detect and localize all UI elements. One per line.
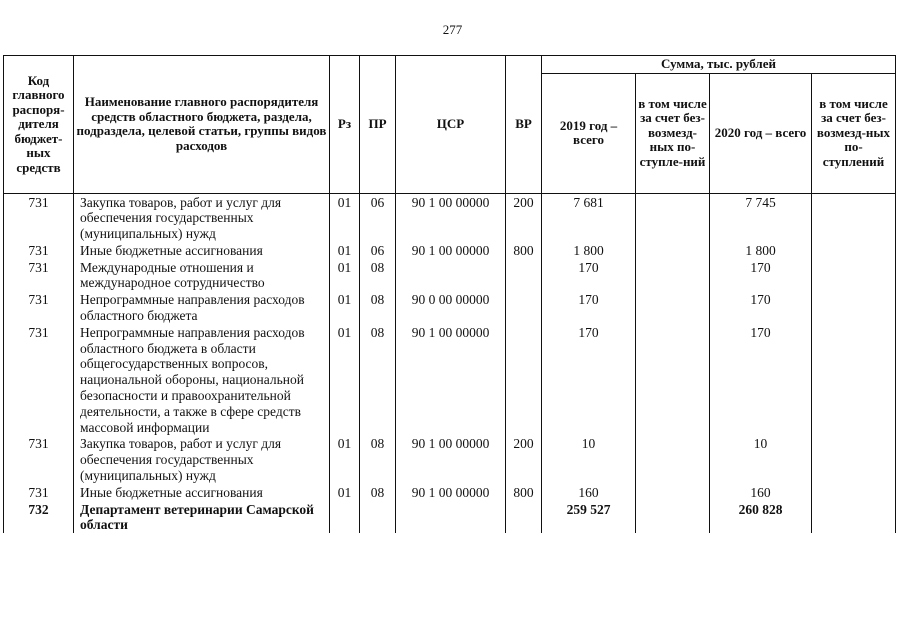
header-rz: Рз: [330, 56, 360, 194]
cell-pr: 06: [360, 242, 396, 259]
cell-name: Непрограммные направления расходов областного бюджета в области общегосударственных вопросов, национальной обороны, национальной безопасности и правоохранительной деятельности, а также в сфере средств массовой информации: [74, 324, 330, 436]
table-row: [4, 484, 896, 501]
cell-name: Международные отношения и международное сотрудничество: [74, 259, 330, 292]
cell-2020-total: 170: [710, 324, 812, 436]
cell-code: 731: [4, 259, 74, 292]
cell-rz: 01: [330, 242, 360, 259]
cell-pr: 08: [360, 484, 396, 501]
cell-2020-total: 7 745: [710, 193, 812, 242]
cell-2019-free: [636, 242, 710, 259]
budget-table: [3, 55, 896, 533]
cell-code: 731: [4, 484, 74, 501]
cell-2019-free: [636, 501, 710, 534]
header-2019-free: в том числе за счет без-возмезд-ных по-ступле-ний: [636, 73, 710, 193]
cell-rz: 01: [330, 435, 360, 483]
header-csr: ЦСР: [396, 56, 506, 194]
cell-pr: 08: [360, 259, 396, 292]
cell-code: 732: [4, 501, 74, 534]
cell-csr: 90 1 00 00000: [396, 193, 506, 242]
header-vr: ВР: [506, 56, 542, 194]
header-2020-free: в том числе за счет без-возмезд-ных по-ступлений: [812, 73, 896, 193]
cell-csr: 90 0 00 00000: [396, 291, 506, 324]
cell-2019-total: 170: [542, 291, 636, 324]
cell-pr: 08: [360, 435, 396, 483]
cell-2020-free: [812, 435, 896, 483]
cell-2019-free: [636, 193, 710, 242]
cell-2020-free: [812, 291, 896, 324]
page-number: 277: [442, 22, 463, 37]
cell-name: Закупка товаров, работ и услуг для обеспечения государственных (муниципальных) нужд: [74, 435, 330, 483]
header-sum: Сумма, тыс. рублей: [542, 56, 896, 74]
cell-vr: [506, 501, 542, 534]
cell-2020-free: [812, 193, 896, 242]
cell-rz: [330, 501, 360, 534]
table-row: [4, 291, 896, 324]
cell-rz: 01: [330, 259, 360, 292]
cell-name: Иные бюджетные ассигнования: [74, 242, 330, 259]
cell-2020-total: 170: [710, 291, 812, 324]
cell-2019-total: 1 800: [542, 242, 636, 259]
table-row: [4, 242, 896, 259]
cell-vr: [506, 259, 542, 292]
cell-2020-free: [812, 259, 896, 292]
cell-pr: 06: [360, 193, 396, 242]
cell-2020-free: [812, 324, 896, 436]
cell-name: Департамент ветеринарии Самарской области: [74, 501, 330, 534]
cell-2020-free: [812, 242, 896, 259]
header-code: Код главного распоря-дителя бюджет-ных средств: [4, 56, 74, 194]
cell-2020-free: [812, 484, 896, 501]
cell-2019-total: 170: [542, 259, 636, 292]
table-row: [4, 259, 896, 292]
cell-csr: 90 1 00 00000: [396, 435, 506, 483]
cell-2019-free: [636, 259, 710, 292]
cell-csr: 90 1 00 00000: [396, 484, 506, 501]
cell-2020-total: 1 800: [710, 242, 812, 259]
cell-2020-total: 160: [710, 484, 812, 501]
cell-vr: [506, 291, 542, 324]
cell-code: 731: [4, 291, 74, 324]
cell-code: 731: [4, 435, 74, 483]
cell-code: 731: [4, 193, 74, 242]
cell-2019-total: 160: [542, 484, 636, 501]
cell-2019-free: [636, 435, 710, 483]
cell-vr: 200: [506, 193, 542, 242]
cell-2019-free: [636, 484, 710, 501]
cell-2019-free: [636, 291, 710, 324]
cell-name: Закупка товаров, работ и услуг для обеспечения государственных (муниципальных) нужд: [74, 193, 330, 242]
cell-rz: 01: [330, 484, 360, 501]
cell-2019-total: 259 527: [542, 501, 636, 534]
table-row: [4, 324, 896, 436]
cell-code: 731: [4, 324, 74, 436]
cell-pr: 08: [360, 324, 396, 436]
cell-vr: [506, 324, 542, 436]
cell-name: Непрограммные направления расходов областного бюджета: [74, 291, 330, 324]
header-pr: ПР: [360, 56, 396, 194]
cell-2020-total: 260 828: [710, 501, 812, 534]
cell-2020-total: 170: [710, 259, 812, 292]
cell-vr: 800: [506, 242, 542, 259]
cell-pr: 08: [360, 291, 396, 324]
cell-csr: 90 1 00 00000: [396, 242, 506, 259]
table-header: [4, 56, 896, 194]
cell-csr: [396, 501, 506, 534]
cell-csr: [396, 259, 506, 292]
table-body: [4, 193, 896, 533]
header-2019-total: 2019 год – всего: [542, 73, 636, 193]
cell-pr: [360, 501, 396, 534]
cell-2019-total: 170: [542, 324, 636, 436]
cell-rz: 01: [330, 291, 360, 324]
table-row: [4, 193, 896, 242]
cell-rz: 01: [330, 193, 360, 242]
cell-2019-free: [636, 324, 710, 436]
cell-vr: 200: [506, 435, 542, 483]
table-row: [4, 435, 896, 483]
header-name: Наименование главного распорядителя средств областного бюджета, раздела, подраздела, целевой статьи, группы видов расходов: [74, 56, 330, 194]
cell-2020-free: [812, 501, 896, 534]
cell-2019-total: 7 681: [542, 193, 636, 242]
cell-name: Иные бюджетные ассигнования: [74, 484, 330, 501]
header-2020-total: 2020 год – всего: [710, 73, 812, 193]
table-row: [4, 501, 896, 534]
cell-csr: 90 1 00 00000: [396, 324, 506, 436]
cell-code: 731: [4, 242, 74, 259]
cell-2020-total: 10: [710, 435, 812, 483]
cell-vr: 800: [506, 484, 542, 501]
cell-rz: 01: [330, 324, 360, 436]
cell-2019-total: 10: [542, 435, 636, 483]
